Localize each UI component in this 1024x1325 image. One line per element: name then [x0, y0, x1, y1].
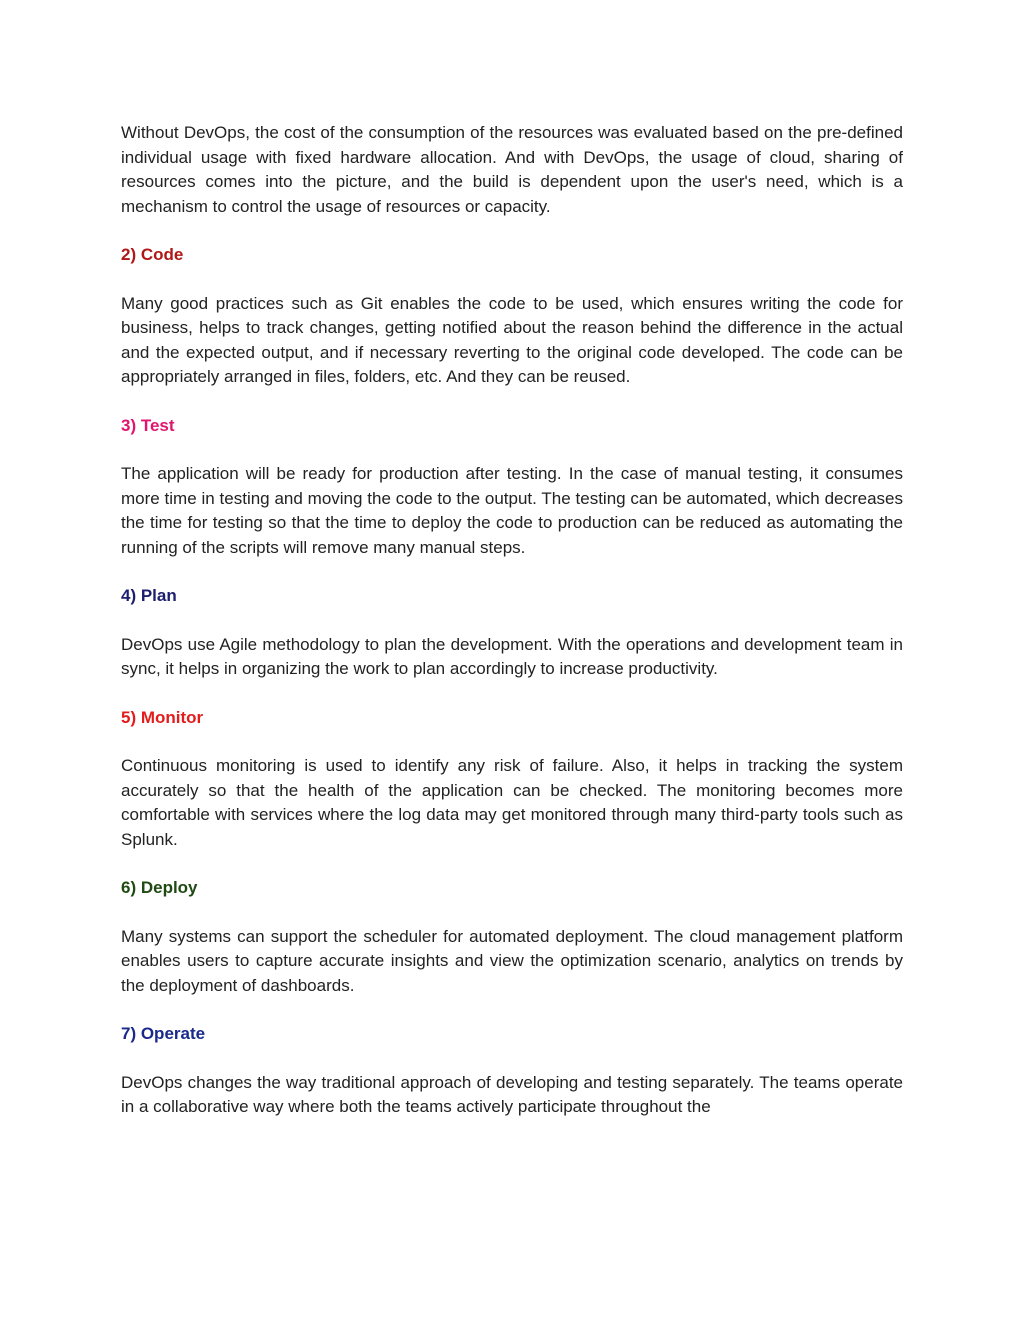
section-heading-deploy: 6) Deploy	[121, 878, 198, 897]
section-deploy	[121, 876, 903, 998]
intro-paragraph: Without DevOps, the cost of the consumption of the resources was evaluated based on the pre-defined individual usage with fixed hardware allocation. And with DevOps, the usage of cloud, sharing of resources comes into the picture, and the build is dependent upon the user's need, which is a mechanism to control the usage of resources or capacity.	[121, 123, 903, 216]
section-heading-code: 2) Code	[121, 245, 184, 264]
section-plan	[121, 584, 903, 682]
section-heading-plan: 4) Plan	[121, 586, 177, 605]
section-operate	[121, 1022, 903, 1120]
section-body-test: The application will be ready for production after testing. In the case of manual testing, it consumes more time in testing and moving the code to the output. The testing can be automated, which decreases the time for testing so that the time to deploy the code to production can be reduced as automating the running of the scripts will remove many manual steps.	[121, 464, 903, 557]
section-heading-test: 3) Test	[121, 415, 175, 435]
section-body-code: Many good practices such as Git enables the code to be used, which ensures writing the code for business, helps to track changes, getting notified about the reason behind the difference in the actual and the expected output, and if necessary reverting to the original code developed. The code can be appropriately arranged in files, folders, etc. And they can be reused.	[121, 293, 903, 386]
section-heading-monitor: 5) Monitor	[121, 707, 204, 727]
section-test	[121, 414, 903, 561]
section-body-monitor: Continuous monitoring is used to identify any risk of failure. Also, it helps in tracking the system accurately so that the health of the application can be checked. The monitoring becomes more comfortable with services where the log data may get monitored through many third-party tools such as Splunk.	[121, 756, 903, 849]
section-body-plan: DevOps use Agile methodology to plan the development. With the operations and development team in sync, it helps in organizing the work to plan accordingly to increase productivity.	[121, 634, 903, 678]
section-body-operate: DevOps changes the way traditional approach of developing and testing separately. The teams operate in a collaborative way where both the teams actively participate throughout the	[121, 1072, 903, 1116]
section-code	[121, 243, 903, 390]
section-body-deploy: Many systems can support the scheduler for automated deployment. The cloud management platform enables users to capture accurate insights and view the optimization scenario, analytics on trends by the deployment of dashboards.	[121, 926, 903, 995]
section-monitor	[121, 706, 903, 853]
section-heading-operate: 7) Operate	[121, 1024, 206, 1043]
document-page	[121, 121, 903, 1144]
